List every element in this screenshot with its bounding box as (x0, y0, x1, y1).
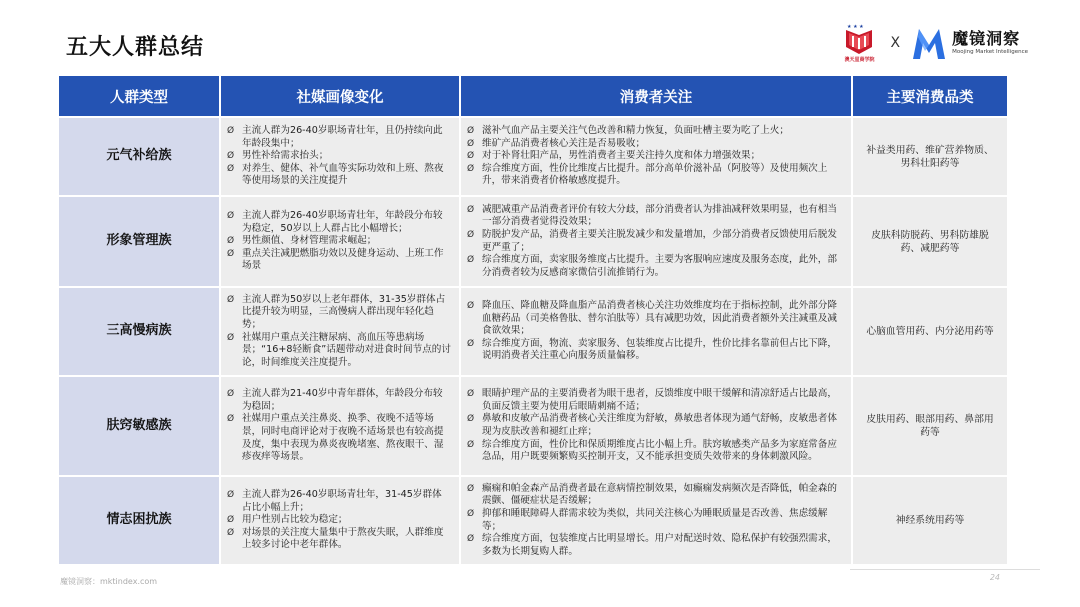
list-item: Ø 主流人群为50岁以上老年群体，31-35岁群体占比提升较为明显，三高慢病人群出现年轻化趋势； (227, 294, 451, 332)
business-school-caption: 澳天星商学院 (844, 57, 875, 63)
business-school-logo (836, 21, 882, 65)
segment-type: 情志困扰族 (59, 477, 219, 564)
list-item: Ø 降血压、降血糖及降血脂产品消费者核心关注功效维度均在于指标控制，此外部分降血糖药品（司美格鲁肽、替尔泊肽等）具有减肥功效，因此消费者额外关注减重及减食欲效果； (467, 300, 843, 338)
header-media-profile: 社媒画像变化 (221, 76, 459, 116)
media-list (227, 210, 451, 273)
media-list (227, 125, 451, 188)
header-consumer-concerns: 消费者关注 (461, 76, 851, 116)
list-item: Ø 维矿产品消费者核心关注是否易吸收； (467, 138, 843, 151)
table-header-row (59, 76, 1007, 116)
media-list (227, 489, 451, 552)
list-item: Ø 癫痫和帕金森产品消费者最在意病情控制效果，如癫痫发病频次是否降低，帕金森的震颤、僵硬症状是否缓解； (467, 483, 843, 508)
list-item: Ø 主流人群为26-40岁职场青壮年，31-45岁群体占比小幅上升； (227, 489, 451, 514)
list-item: Ø 减肥减重产品消费者评价有较大分歧，部分消费者认为排油减秤效果明显，也有相当一部分消费者觉得没效果； (467, 204, 843, 229)
list-item: Ø 用户性别占比较为稳定； (227, 514, 451, 527)
list-item: Ø 滋补气血产品主要关注气色改善和精力恢复，负面吐槽主要为吃了上火； (467, 125, 843, 138)
footer-divider (850, 569, 1040, 570)
list-item: Ø 重点关注减肥燃脂功效以及健身运动、上班工作场景 (227, 248, 451, 273)
media-list (227, 294, 451, 370)
list-item: Ø 社媒用户重点关注鼻炎、换季、夜晚不适等场景，同时电商评论对于夜晚不适场景也有较高提及度，集中表现为鼻炎夜晚堵塞、熬夜眼干、湿疹夜痒等场景。 (227, 413, 451, 463)
logo-separator: X (890, 35, 901, 51)
brand-tagline: Moojing Market Intelligence (952, 48, 1028, 55)
concern-list (467, 388, 843, 464)
table-row (59, 197, 1007, 286)
main-categories: 皮肤科防脱药、男科防雄脱药、减肥药等 (853, 197, 1007, 286)
page-number: 24 (989, 573, 1000, 582)
list-item: Ø 综合维度方面，性价比和保质期维度占比小幅上升。肤窍敏感类产品多为家庭常备应急品，用户既要频繁购买控制开支，又不能承担变质失效带来的身体刺激风险。 (467, 439, 843, 464)
list-item: Ø 鼻敏和皮敏产品消费者核心关注维度为舒敏，鼻敏患者体现为通气舒畅，皮敏患者体现为皮肤改善和褪红止痒； (467, 413, 843, 438)
segment-type: 三高慢病族 (59, 288, 219, 375)
list-item: Ø 抑郁和睡眠障碍人群需求较为类似，共同关注核心为睡眠质量是否改善、焦虑缓解等； (467, 508, 843, 533)
list-item: Ø 综合维度方面，包装维度占比明显增长。用户对配送时效、隐私保护有较强烈需求，多数为长期复购人群。 (467, 533, 843, 558)
list-item: Ø 综合维度方面，物流、卖家服务、包装维度占比提升，性价比排名靠前但占比下降，说明消费者关注重心向服务质量偏移。 (467, 338, 843, 363)
concern-list (467, 125, 843, 188)
list-item: Ø 综合维度方面，性价比维度占比提升。部分高单价滋补品（阿胶等）及使用频次上升，带来消费者价格敏感度提升。 (467, 163, 843, 188)
concern-list (467, 204, 843, 280)
segment-type: 形象管理族 (59, 197, 219, 286)
page-title: 五大人群总结 (66, 35, 205, 60)
table-row (59, 477, 1007, 564)
list-item: Ø 防脱护发产品，消费者主要关注脱发减少和发量增加，少部分消费者反馈使用后脱发更严重了； (467, 229, 843, 254)
list-item: Ø 社媒用户重点关注糖尿病、高血压等患病场景；“16+8轻断食”话题带动对进食时间节点的讨论，时间维度关注度提升。 (227, 332, 451, 370)
table-row (59, 118, 1007, 195)
list-item: Ø 主流人群为26-40岁职场青壮年，且仍持续向此年龄段集中； (227, 125, 451, 150)
list-item: Ø 对于补肾壮阳产品，男性消费者主要关注持久度和体力增强效果； (467, 150, 843, 163)
list-item: Ø 主流人群为21-40岁中青年群体，年龄段分布较为稳固； (227, 388, 451, 413)
concern-list (467, 483, 843, 559)
table-row (59, 377, 1007, 475)
brand-name: 魔镜洞察 (952, 28, 1021, 48)
svg-text:★ ★ ★: ★ ★ ★ (847, 24, 865, 30)
list-item: Ø 对场景的关注度大量集中于熬夜失眠，人群维度上较多讨论中老年群体。 (227, 527, 451, 552)
segment-type: 元气补给族 (59, 118, 219, 195)
concern-list (467, 300, 843, 363)
list-item: Ø 对养生、健体、补气血等实际功效和上班、熬夜等使用场景的关注度提升 (227, 163, 451, 188)
moojing-m-icon (910, 25, 948, 61)
list-item: Ø 男性颜值、身材管理需求崛起； (227, 235, 451, 248)
main-categories: 心脑血管用药、内分泌用药等 (853, 288, 1007, 375)
segment-type: 肤窍敏感族 (59, 377, 219, 475)
list-item: Ø 主流人群为26-40岁职场青壮年，年龄段分布较为稳定，50岁以上人群占比小幅增长； (227, 210, 451, 235)
logo-group (836, 20, 1028, 66)
list-item: Ø 男性补给需求抬头； (227, 150, 451, 163)
footer-source: 魔镜洞察：mktindex.com (60, 577, 158, 586)
header-main-categories: 主要消费品类 (853, 76, 1007, 116)
table-row (59, 288, 1007, 375)
header-segment-type: 人群类型 (59, 76, 219, 116)
main-categories: 皮肤用药、眼部用药、鼻部用药等 (853, 377, 1007, 475)
list-item: Ø 综合维度方面，卖家服务维度占比提升。主要为客服响应速度及服务态度，此外，部分消费者较为反感商家微信引流推销行为。 (467, 254, 843, 279)
media-list (227, 388, 451, 464)
list-item: Ø 眼睛护理产品的主要消费者为眼干患者，反馈维度中眼干缓解和清凉舒适占比最高，负面反馈主要为使用后眼睛刺痛不适； (467, 388, 843, 413)
main-categories: 神经系统用药等 (853, 477, 1007, 564)
summary-table (57, 74, 1009, 566)
main-categories: 补益类用药、维矿营养物质、男科壮阳药等 (853, 118, 1007, 195)
